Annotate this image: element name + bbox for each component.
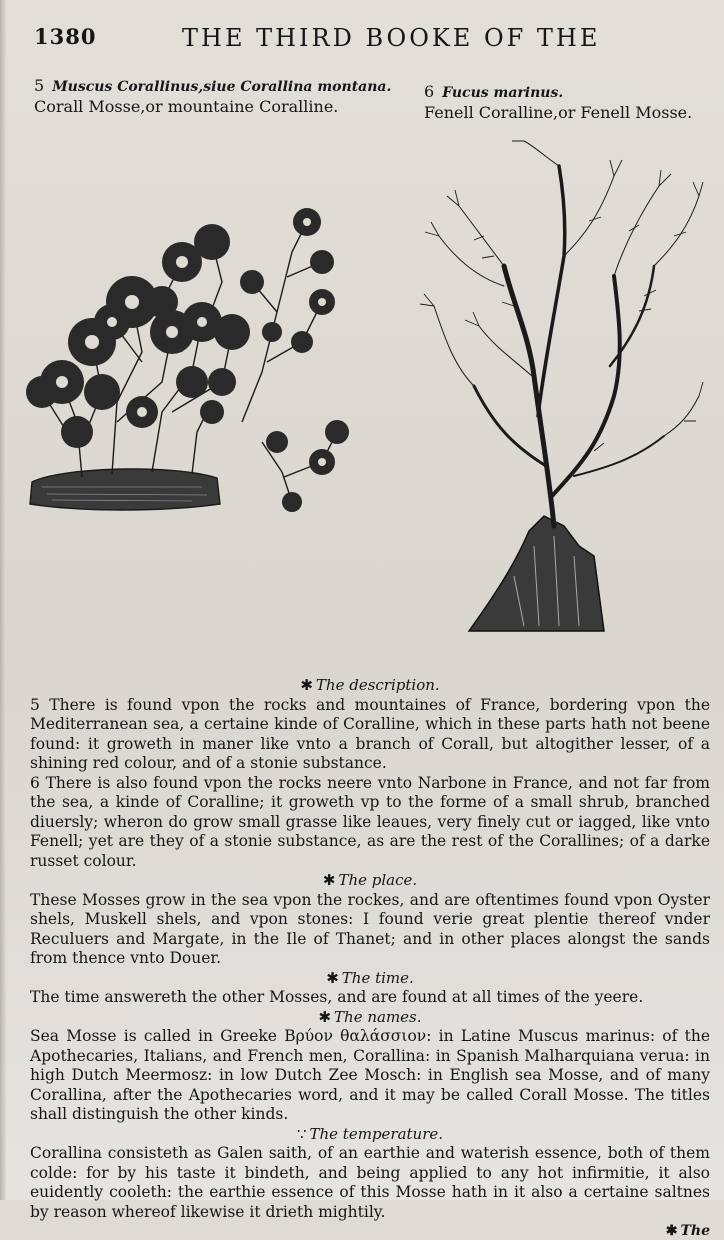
figure-5-number: 5 <box>34 76 45 95</box>
names-heading-text: The names. <box>334 1007 422 1026</box>
place-paragraph: These Mosses grow in the sea vpon the rockes, and are oftentimes found vpon Oyster shels, Muskell shels, and vpon stones: I found verie great plentie thereof vnder Reculuers and Margate, in the Ile of Thanet; and in other places alongst the sands from thence vnto Douer. <box>30 890 710 967</box>
figure-6-caption <box>424 82 692 123</box>
figure-5-latin-name: Muscus Corallinus,siue Corallina montana. <box>52 79 392 95</box>
figure-5-caption <box>34 76 391 117</box>
page-header <box>34 18 704 58</box>
fennel-coralline-woodcut <box>414 136 704 636</box>
names-paragraph: Sea Mosse is called in Greeke Βρύον θαλάσσιον: in Latine Muscus marinus: of the Apothecaries, Italians, and French men, Corallina: in Spanish Malharquiana verua: in high Dutch Meermosz: in low Dutch Zee Mosch: in English sea Mosse, and of many Corallina, after the Apothecaries word, and it may be called Corall Mosse. The titles shall distinguish the other kinds. <box>30 1027 710 1123</box>
page-number: 1380 <box>34 24 97 49</box>
time-heading <box>30 969 710 989</box>
place-heading <box>30 871 710 891</box>
description-paragraph-6: 6 There is also found vpon the rocks neere vnto Narbone in France, and not far from the sea, a kinde of Coralline; it groweth vp to the forme of a small shrub, branched diuersly; wheron do grow small grasse like leaues, very finely cut or iagged, like vnto Fenell; yet are they of a stonie substance, as are the rest of the Corallines; of a darke russet colour. <box>30 773 710 870</box>
page-gutter-shadow <box>0 0 6 1200</box>
description-heading-text: The description. <box>315 676 440 694</box>
asterism-icon: ✱ <box>326 968 339 987</box>
time-heading-text: The time. <box>341 968 414 987</box>
temperature-paragraph: Corallina consisteth as Galen saith, of an earthie and waterish essence, both of them colde: for by his taste it bindeth, and being applied to any hot infirmitie, it also euidently cooleth: the earthie essence of this Mosse hath in it also a certaine saltnes by reason whereof likewise it drieth mightily. <box>30 1144 710 1221</box>
figure-6-latin-name: Fucus marinus. <box>442 85 564 101</box>
temperature-heading-text: The temperature. <box>309 1124 444 1143</box>
figure-5-english-name: Corall Mosse,or mountaine Coralline. <box>34 97 339 116</box>
description-heading <box>30 676 710 696</box>
catchword <box>30 1222 710 1240</box>
asterism-icon: ✱ <box>300 676 313 694</box>
asterism-icon: ✱ <box>318 1007 332 1026</box>
asterism-icon: ✱ <box>322 871 336 889</box>
running-head: THE THIRD BOOKE OF THE <box>182 24 601 52</box>
place-heading-text: The place. <box>338 871 418 889</box>
body-text <box>30 676 710 1240</box>
coral-moss-woodcut <box>22 182 352 522</box>
catchword-text: The <box>680 1223 710 1239</box>
asterism-icon: ✱ <box>665 1223 678 1239</box>
time-paragraph: The time answereth the other Mosses, and are found at all times of the yeere. <box>30 988 644 1006</box>
description-paragraph-5: 5 There is found vpon the rocks and mountaines of France, bordering vpon the Mediterranean sea, a certaine kinde of Coralline, which in these parts hath not beene found: it groweth in maner like vnto a branch of Corall, but altogither lesser, of a shining red colour, and of a stonie substance. <box>30 695 710 772</box>
temperature-heading <box>30 1125 710 1145</box>
figure-6-number: 6 <box>424 82 435 101</box>
names-heading <box>30 1008 710 1028</box>
figure-6-english-name: Fenell Coralline,or Fenell Mosse. <box>424 103 693 122</box>
asterism-icon: ∵ <box>296 1124 307 1143</box>
